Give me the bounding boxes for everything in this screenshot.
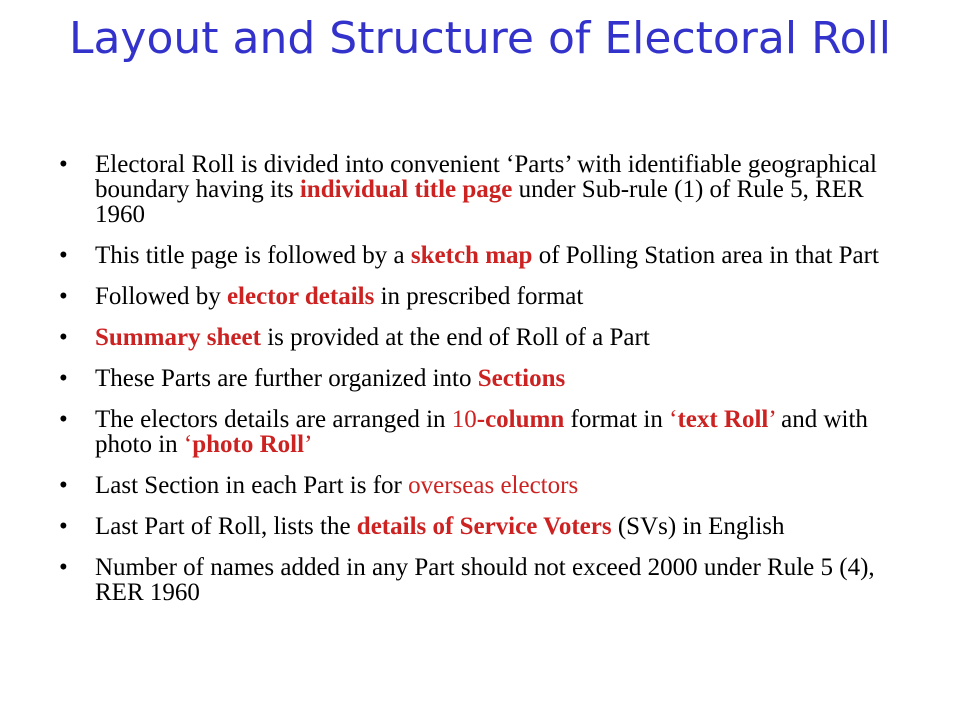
bullet-highlight: elector details — [226, 283, 375, 310]
bullet-highlight: Sections — [477, 365, 566, 392]
bullet-icon: • — [59, 242, 68, 269]
bullet-highlight: details of Service Voters — [356, 513, 612, 540]
bullet-text: Number of names added in any Part should not exceed 2000 under Rule 5 (4), RER 1960 — [95, 554, 875, 606]
bullet-text: Last Part of Roll, lists the — [95, 513, 357, 540]
bullet-text: The electors details are arranged in — [95, 406, 452, 433]
bullet-item-9 — [55, 555, 915, 605]
slide-title: Layout and Structure of Electoral Roll — [68, 13, 892, 64]
bullet-icon: • — [59, 283, 68, 310]
bullet-highlight: ‘ — [183, 431, 193, 458]
bullet-icon: • — [59, 513, 68, 540]
bullet-item-1 — [55, 152, 915, 227]
bullet-text: These Parts are further organized into — [95, 365, 478, 392]
bullet-highlight: ’ — [768, 406, 775, 433]
bullet-text: Last Section in each Part is for — [95, 472, 409, 499]
bullet-text: in prescribed format — [374, 283, 584, 310]
bullet-icon: • — [59, 554, 68, 581]
bullet-icon: • — [59, 151, 68, 178]
bullet-highlight: 10 — [451, 406, 477, 433]
bullet-list — [55, 152, 915, 621]
bullet-item-2 — [55, 243, 915, 268]
bullet-highlight: Summary sheet — [95, 324, 261, 351]
bullet-highlight: -column — [476, 406, 565, 433]
bullet-item-7 — [55, 473, 915, 498]
bullet-item-4 — [55, 325, 915, 350]
bullet-text: under Sub-rule (1) of Rule 5, RER 1960 — [95, 176, 864, 228]
bullet-highlight: photo Roll — [192, 431, 305, 458]
bullet-text: of Polling Station area in that Part — [532, 242, 879, 269]
bullet-icon: • — [59, 365, 68, 392]
bullet-item-3 — [55, 284, 915, 309]
bullet-highlight: ‘ — [669, 406, 678, 433]
bullet-item-5 — [55, 366, 915, 391]
bullet-highlight: individual title page — [299, 176, 513, 203]
bullet-item-6 — [55, 407, 915, 457]
bullet-text: This title page is followed by a — [95, 242, 411, 269]
bullet-text: Followed by — [95, 283, 227, 310]
bullet-icon: • — [59, 472, 68, 499]
bullet-icon: • — [59, 406, 68, 433]
bullet-text: Electoral Roll is divided into convenient ‘Parts’ with identifiable geographical boundary having its — [95, 151, 877, 203]
bullet-text: is provided at the end of Roll of a Part — [260, 324, 650, 351]
bullet-text: format in — [564, 406, 670, 433]
bullet-highlight: sketch map — [410, 242, 533, 269]
bullet-highlight: ’ — [304, 431, 313, 458]
bullet-text: and with photo in — [95, 406, 868, 458]
bullet-highlight: overseas electors — [408, 472, 579, 499]
bullet-highlight: text Roll — [677, 406, 769, 433]
bullet-icon: • — [59, 324, 68, 351]
bullet-text: (SVs) in English — [611, 513, 785, 540]
bullet-item-8 — [55, 514, 915, 539]
